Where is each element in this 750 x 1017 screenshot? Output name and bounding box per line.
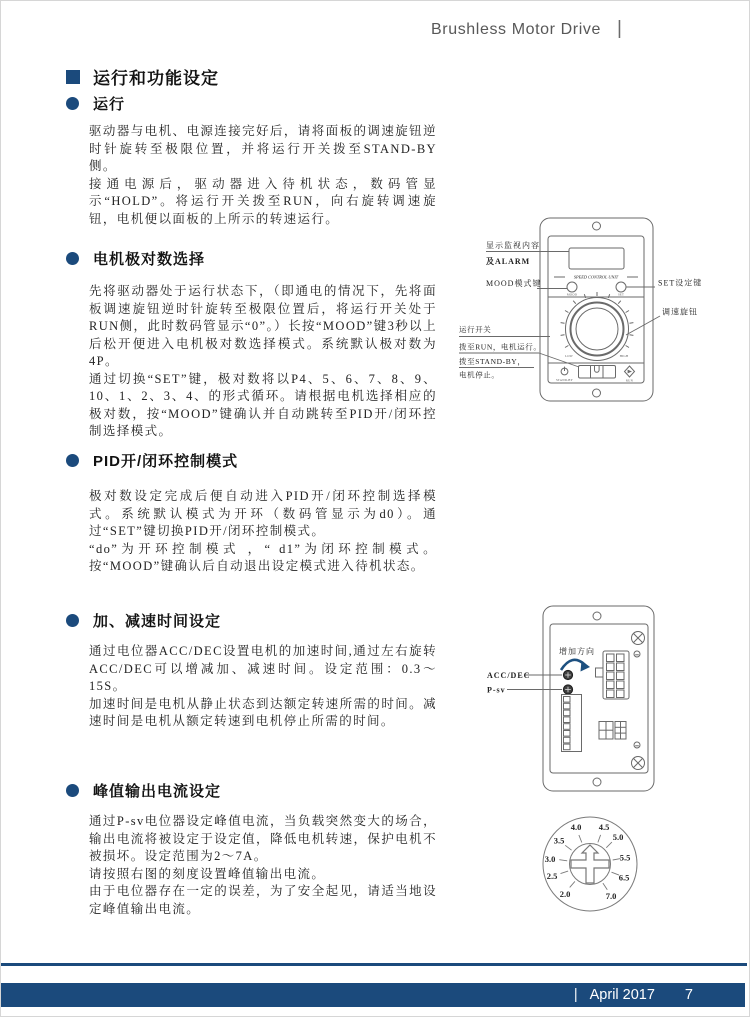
paragraph: “do”为开环控制模式 ，“ d1”为闭环控制模式。按“MOOD”键确认后自动退出设定模式进入待机状态。 (89, 541, 437, 573)
section-accel-body (89, 643, 437, 731)
paragraph: 由于电位器存在一定的误差，为了安全起见，请适当地设定峰值输出电流。 (89, 884, 437, 916)
peak-current-dial-diagram (521, 806, 681, 936)
panel-outline (540, 218, 653, 401)
terminal-strip (562, 695, 582, 752)
small-connector-block (599, 722, 626, 740)
section-pid-title-row (66, 450, 238, 471)
footer-page-number: 7 (684, 987, 693, 1003)
callout-set-key: SET设定键 (658, 278, 703, 288)
control-panel-front-diagram (451, 181, 750, 441)
dial-label: 3.5 (553, 835, 565, 846)
callout-display-line2: 及ALARM (486, 257, 531, 266)
section-poles-title: 电机极对数选择 (93, 251, 206, 268)
section-poles-body (89, 283, 437, 441)
section-run-title-row (66, 93, 125, 114)
callout-speed-knob: 调速旋钮 (662, 307, 698, 317)
section-peak-current-body (89, 813, 437, 918)
acc-dec-label: ACC/DEC (487, 671, 531, 680)
callout-run-switch-1: 运行开关 (459, 325, 492, 334)
standby-label: STAND-BY (556, 378, 573, 382)
increase-direction-arrow-icon (561, 660, 590, 672)
callout-display-line1: 显示监视内容 (486, 241, 540, 250)
paragraph: 先将驱动器处于运行状态下，（即通电的情况下，先将面板调速旋钮逆时针旋转至极限位置后，将运行开关处于RUN侧，此时数码管显示“0”。）长按“MOOD”键3秒以上后松开便进入电机极对数选择模式。系统默认极对数为4P。 (89, 284, 437, 368)
circle-bullet-icon (66, 252, 79, 265)
page-title-row (66, 64, 219, 89)
run-label: RUN (625, 378, 634, 383)
speed-control-unit-label: SPEED CONTROL UNIT (573, 274, 619, 280)
dial-label: 7.0 (605, 891, 617, 901)
callout-run-switch-2: 拨至RUN，电机运行。 (459, 342, 542, 352)
dial-label: 4.0 (570, 822, 582, 832)
section-accel-title: 加、减速时间设定 (93, 613, 222, 630)
dial-label: 4.5 (598, 822, 610, 832)
paragraph: 通过P-sv电位器设定峰值电流，当负载突然变大的场合，输出电流将被设定于设定值，降低电机转速，保护电机不被损坏。设定范围为2～7A。 (89, 814, 437, 863)
digital-display (569, 248, 624, 269)
section-poles-title-row (66, 248, 205, 269)
connector-block (596, 651, 630, 699)
page-title: 运行和功能设定 (93, 69, 219, 88)
run-switch (561, 366, 634, 379)
paragraph: 加速时间是电机从静止状态到达额定转速所需的时间。减速时间是电机从额定转速到电机停止所需的时间。 (89, 696, 437, 728)
acc-dec-potentiometer (563, 670, 572, 679)
section-peak-current-title-row (66, 780, 221, 801)
callout-run-switch-3: 拨至STAND-BY， (459, 357, 526, 366)
callout-mood-key: MOOD模式键 (486, 279, 542, 288)
callout-run-switch-4: 电机停止。 (459, 370, 500, 380)
paragraph: 通过电位器ACC/DEC设置电机的加速时间,通过左右旋转ACC/DEC可以增减加、减速时间。设定范围：0.3～15S。 (89, 644, 437, 693)
circle-bullet-icon (66, 454, 79, 467)
section-run-body (89, 123, 437, 228)
mood-button (567, 282, 577, 292)
section-pid-body (89, 488, 437, 576)
paragraph: 请按照右图的刻度设置峰值输出电流。 (89, 866, 326, 881)
phillips-screw-icon (632, 632, 645, 770)
square-bullet-icon (66, 70, 80, 84)
header-divider: | (616, 18, 623, 39)
circle-bullet-icon (66, 784, 79, 797)
paragraph: 驱动器与电机、电源连接完好后，请将面板的调速旋钮逆时针旋转至极限位置，并将运行开关拨至STAND-BY侧。 (89, 124, 437, 173)
dial-cross-pointer-icon (571, 845, 609, 883)
section-peak-current-title: 峰值输出电流设定 (93, 783, 222, 800)
paragraph: 极对数设定完成后便自动进入PID开/闭环控制选择模式。系统默认模式为开环（数码管显示为d0）。通过“SET”键切换PID开/闭环控制模式。 (89, 489, 437, 538)
knob-high-label: HIGH (619, 354, 629, 358)
knob-low-label: LOW (565, 354, 573, 358)
paragraph: 接通电源后，驱动器进入待机状态，数码管显示“HOLD”。将运行开关拨至RUN，向右旋转调速旋钮，电机便以面板的上所示的转速运行。 (89, 176, 437, 226)
mood-button-label: MOOD (566, 292, 578, 297)
dial-label: 5.0 (612, 832, 624, 842)
section-accel-title-row (66, 610, 221, 631)
paragraph: 通过切换“SET”键，极对数将以P4、5、6、7、8、9、10、1、2、3、4、的形式循环。请根据电机选择相应的极对数，按“MOOD”键确认并自动跳转至PID开/闭环控制选择模式。 (89, 371, 437, 438)
footer-bar (1, 983, 745, 1007)
dial-label: 6.5 (618, 872, 630, 883)
page-header (431, 19, 623, 41)
dial-label: 3.0 (544, 854, 556, 864)
dial-label: 5.5 (619, 852, 631, 863)
control-panel-rear-diagram (451, 591, 750, 821)
section-pid-title: PID开/闭环控制模式 (93, 453, 239, 470)
section-run-title: 运行 (93, 96, 126, 113)
footer-divider: | (573, 987, 578, 1003)
circle-bullet-icon (66, 614, 79, 627)
set-button-label: SET (617, 292, 625, 297)
dial-label: 2.0 (559, 889, 571, 899)
footer-rule (1, 963, 747, 966)
p-sv-potentiometer (563, 685, 572, 694)
p-sv-label: P-sv (487, 685, 506, 695)
increase-direction-label: 增加方向 (559, 647, 595, 656)
circle-bullet-icon (66, 97, 79, 110)
footer-date: April 2017 (589, 987, 655, 1003)
set-button (616, 282, 626, 292)
speed-knob (561, 292, 634, 361)
dial-label: 2.5 (546, 871, 558, 881)
header-title: Brushless Motor Drive (431, 21, 601, 38)
